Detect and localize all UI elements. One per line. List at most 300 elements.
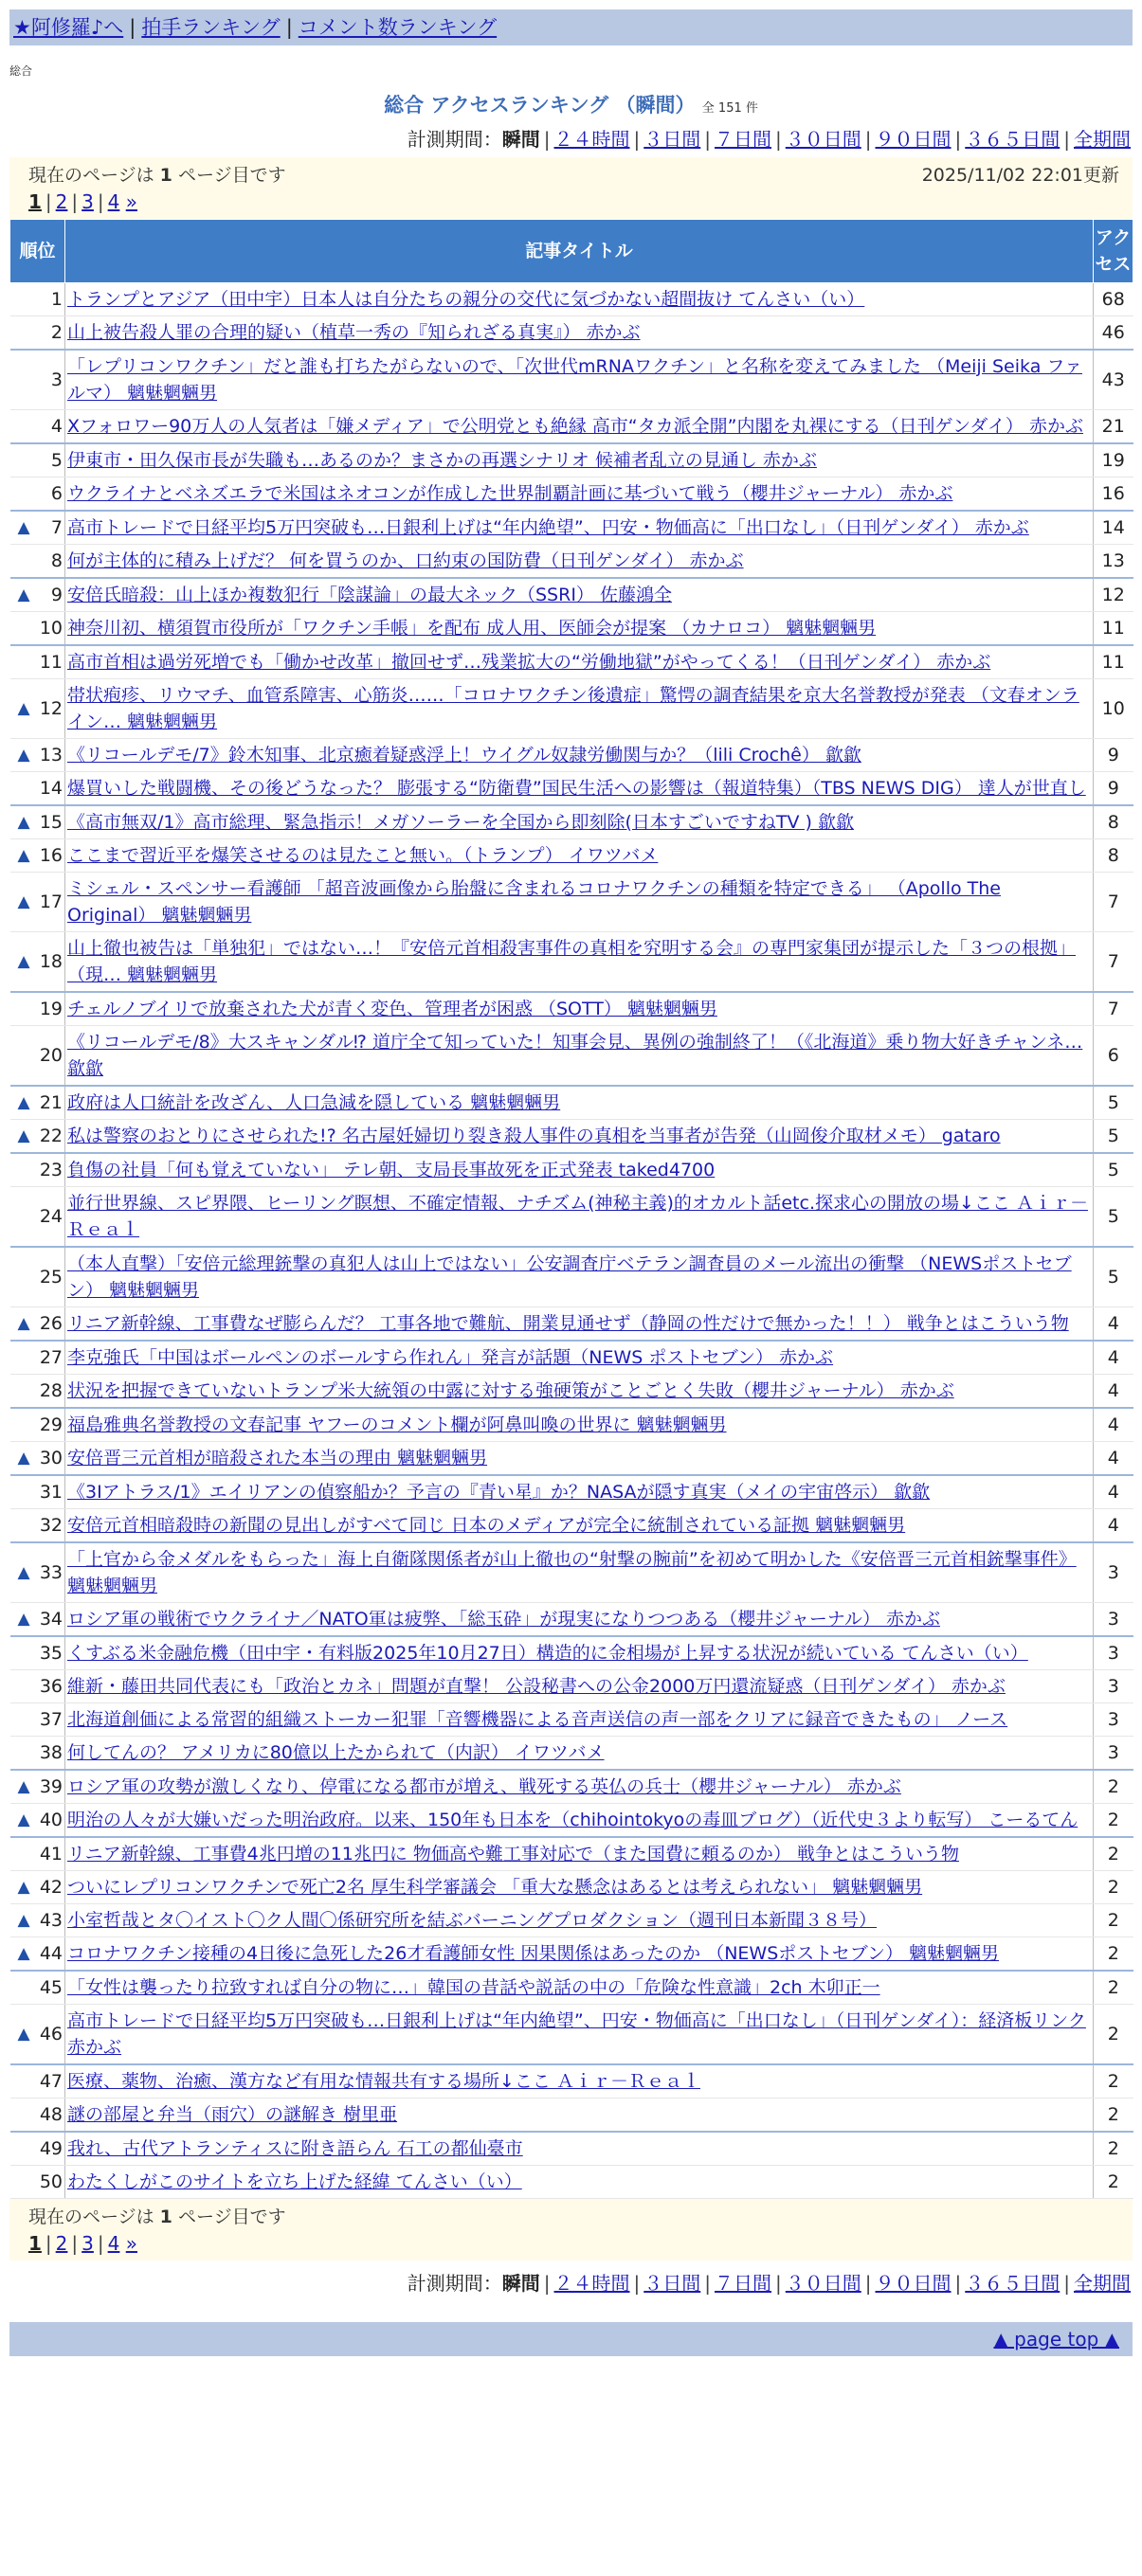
rank-number: 33	[39, 1562, 63, 1583]
table-row	[10, 992, 1133, 1026]
rank-number: 36	[39, 1676, 63, 1697]
period-separator: |	[633, 2272, 641, 2295]
access-count: 14	[1094, 511, 1133, 545]
rank-number: 50	[39, 2171, 63, 2192]
rank-up-icon: ▲	[17, 952, 30, 971]
table-row	[10, 1636, 1133, 1670]
period-link[interactable]: ９０日間	[875, 2272, 952, 2295]
article-link[interactable]: 伊東市・田久保市長が失職も…あるのか？まさかの再選シナリオ 候補者乱立の見通し 赤かぶ	[67, 450, 817, 471]
access-count: 4	[1094, 1307, 1133, 1342]
period-separator: |	[864, 128, 872, 151]
rank-number: 24	[39, 1206, 63, 1227]
rank-cell	[10, 1636, 65, 1670]
rank-cell	[10, 1542, 65, 1603]
table-row	[10, 283, 1133, 316]
period-separator: |	[954, 2272, 962, 2295]
title-cell	[65, 2132, 1094, 2166]
access-count: 3	[1094, 1737, 1133, 1771]
access-count: 7	[1094, 873, 1133, 932]
article-link[interactable]: 安倍晋三元首相が暗殺された本当の理由 魑魅魍魎男	[67, 1448, 488, 1468]
rank-cell	[10, 1937, 65, 1972]
article-link[interactable]: 政府は人口統計を改ざん、人口急減を隠している 魑魅魍魎男	[67, 1092, 561, 1113]
rank-cell	[10, 1670, 65, 1703]
article-link[interactable]: 《リコールデモ/8》大スキャンダル⁉ 道庁全て知っていた！知事会見、異例の強制終了！（《北海道》乗り物大好きチャンネ… 歙歙	[67, 1032, 1083, 1079]
table-row	[10, 1737, 1133, 1771]
pager-page-link[interactable]: 2	[55, 190, 68, 213]
pager-status-row	[28, 161, 1119, 187]
updated-timestamp: 2025/11/02 22:01更新	[921, 165, 1119, 186]
article-link[interactable]: 医療、薬物、治癒、漢方など有用な情報共有する場所↓ここ Ａｉｒ－Ｒｅａｌ	[67, 2071, 700, 2092]
pager-page-link[interactable]: 3	[82, 2232, 94, 2255]
table-row	[10, 1542, 1133, 1603]
rank-cell	[10, 1187, 65, 1248]
article-link[interactable]: 高市トレードで日経平均5万円突破も…日銀利上げは“年内絶望”、円安・物価高に「出口なし」（日刊ゲンダイ） 赤かぶ	[67, 517, 1029, 538]
rank-number: 12	[39, 698, 63, 719]
period-separator: |	[543, 128, 551, 151]
rank-number: 46	[39, 2024, 63, 2045]
period-separator: |	[633, 128, 641, 151]
table-row	[10, 1307, 1133, 1342]
article-link[interactable]: 爆買いした戦闘機、その後どうなった？ 膨張する“防衛費”国民生活への影響は（報道特集）（TBS NEWS DIG） 達人が世直し	[67, 778, 1086, 799]
access-count: 2	[1094, 2099, 1133, 2133]
access-count: 3	[1094, 1636, 1133, 1670]
title-cell	[65, 1026, 1094, 1087]
article-link[interactable]: 並行世界線、スピ界隈、ヒーリング瞑想、不確定情報、ナチズム(神秘主義)的オカルト話etc.探求心の開放の場↓ここ Ａｉｒ－Ｒｅａｌ	[67, 1193, 1088, 1240]
rank-cell	[10, 511, 65, 545]
title-cell	[65, 2005, 1094, 2065]
title-cell	[65, 2099, 1094, 2133]
table-row	[10, 1971, 1133, 2005]
title-cell	[65, 2064, 1094, 2099]
table-row	[10, 679, 1133, 739]
access-count: 7	[1094, 932, 1133, 993]
access-count: 13	[1094, 545, 1133, 579]
table-row	[10, 477, 1133, 512]
rank-number: 11	[39, 652, 63, 673]
pager-page-link[interactable]: 4	[107, 2232, 120, 2255]
article-link[interactable]: 高市トレードで日経平均5万円突破も…日銀利上げは“年内絶望”、円安・物価高に「出口なし」（日刊ゲンダイ）：経済板リンク 赤かぶ	[67, 2010, 1086, 2058]
access-count: 11	[1094, 612, 1133, 646]
table-row	[10, 612, 1133, 646]
table-row	[10, 350, 1133, 410]
rank-cell	[10, 873, 65, 932]
table-row	[10, 1904, 1133, 1937]
access-count: 4	[1094, 1509, 1133, 1543]
pager-prefix: 現在のページは	[28, 165, 154, 186]
article-link[interactable]: 何してんの？ アメリカに80億以上たかられて（内訳） イワツバメ	[67, 1742, 605, 1763]
article-link[interactable]: 「レプリコンワクチン」だと誰も打ちたがらないので、「次世代mRNAワクチン」と名称を変えてみました （Meiji Seika ファルマ） 魑魅魍魎男	[67, 356, 1083, 404]
article-link[interactable]: 《3Iアトラス/1》エイリアンの偵察船か？予言の『青い星』か？NASAが隠す真実（メイの宇宙啓示） 歙歙	[67, 1482, 931, 1503]
rank-cell	[10, 1871, 65, 1904]
access-count: 2	[1094, 1971, 1133, 2005]
period-link[interactable]: ３日間	[644, 2272, 701, 2295]
rank-cell	[10, 1904, 65, 1937]
period-current: 瞬間	[501, 2272, 540, 2295]
title-cell	[65, 283, 1094, 316]
rank-number: 8	[50, 550, 63, 571]
pager-page-link[interactable]: 2	[55, 2232, 68, 2255]
pager-page-link[interactable]: 3	[82, 190, 94, 213]
access-count: 46	[1094, 316, 1133, 351]
article-link[interactable]: 「女性は襲ったり拉致すれば自分の物に…」韓国の昔話や説話の中の「危険な性意識」2ch 木卯正一	[67, 1977, 880, 1998]
article-link[interactable]: 山上被告殺人罪の合理的疑い（植草一秀の『知られざる真実』） 赤かぶ	[67, 322, 641, 343]
period-link[interactable]: ３０日間	[785, 2272, 861, 2295]
table-row	[10, 2005, 1133, 2065]
comment-ranking-link[interactable]: コメント数ランキング	[298, 16, 498, 39]
article-link[interactable]: コロナワクチン接種の4日後に急死した26才看護師女性 因果関係はあったのか （NEWSポストセブン） 魑魅魍魎男	[67, 1943, 999, 1964]
article-link[interactable]: 我れ、古代アトランティスに附き語らん 石工の都仙臺市	[67, 2138, 523, 2159]
period-selector-bottom	[0, 2268, 1131, 2296]
access-count: 21	[1094, 410, 1133, 444]
access-count: 6	[1094, 1026, 1133, 1087]
period-separator: |	[1063, 2272, 1070, 2295]
rank-cell	[10, 1247, 65, 1307]
access-count: 8	[1094, 839, 1133, 873]
table-row	[10, 1770, 1133, 1804]
rank-cell	[10, 1703, 65, 1737]
article-link[interactable]: チェルノブイリで放棄された犬が青く変色、管理者が困惑 （SOTT） 魑魅魍魎男	[67, 999, 717, 1019]
rank-cell	[10, 350, 65, 410]
article-link[interactable]: ロシア軍の戦術でウクライナ／NATO軍は疲弊、「総玉砕」が現実になりつつある（櫻井ジャーナル） 赤かぶ	[67, 1609, 940, 1630]
title-cell	[65, 612, 1094, 646]
rank-number: 49	[39, 2138, 63, 2159]
title-cell	[65, 1737, 1094, 1771]
article-link[interactable]: 安倍元首相暗殺時の新聞の見出しがすべて同じ 日本のメディアが完全に統制されている証拠 魑魅魍魎男	[67, 1515, 906, 1536]
rank-number: 42	[39, 1877, 63, 1898]
article-link[interactable]: 何が主体的に積み上げだ？ 何を買うのか、口約束の国防費（日刊ゲンダイ） 赤かぶ	[67, 550, 744, 571]
rank-cell	[10, 839, 65, 873]
rank-number: 26	[39, 1313, 63, 1334]
pager-current-page: 1	[28, 2232, 42, 2255]
table-row	[10, 1086, 1133, 1120]
rank-number: 37	[39, 1709, 63, 1730]
rank-cell	[10, 1770, 65, 1804]
category-label: 総合	[9, 64, 33, 78]
period-link[interactable]: ７日間	[715, 2272, 771, 2295]
access-count: 2	[1094, 2005, 1133, 2065]
rank-cell	[10, 316, 65, 351]
rank-number: 5	[50, 450, 63, 471]
article-link[interactable]: ミシェル・スペンサー看護師 「超音波画像から胎盤に含まれるコロナワクチンの種類を特定できる」 （Apollo The Original） 魑魅魍魎男	[67, 878, 1001, 926]
nav-separator: |	[129, 16, 136, 39]
rank-up-icon: ▲	[17, 1878, 30, 1897]
rank-cell	[10, 772, 65, 806]
period-separator: |	[954, 128, 962, 151]
article-link[interactable]: ロシア軍の攻勢が激しくなり、停電になる都市が増え、戦死する英仏の兵士（櫻井ジャーナル） 赤かぶ	[67, 1776, 901, 1797]
access-count: 11	[1094, 645, 1133, 679]
rank-number: 48	[39, 2104, 63, 2125]
access-count: 43	[1094, 350, 1133, 410]
access-count: 3	[1094, 1703, 1133, 1737]
rank-cell	[10, 1120, 65, 1154]
article-link[interactable]: （本人直撃）「安倍元総理銃撃の真犯人は山上ではない」公安調査庁ベテラン調査員のメール流出の衝撃 （NEWSポストセブン） 魑魅魍魎男	[67, 1253, 1072, 1301]
access-count: 5	[1094, 1120, 1133, 1154]
access-count: 2	[1094, 1837, 1133, 1871]
page-title	[0, 90, 1142, 118]
table-row	[10, 932, 1133, 993]
access-count: 2	[1094, 2064, 1133, 2099]
rank-cell	[10, 2166, 65, 2199]
access-count: 19	[1094, 443, 1133, 477]
title-cell	[65, 1837, 1094, 1871]
rank-number: 32	[39, 1515, 63, 1536]
period-selector-top	[0, 124, 1131, 152]
article-link[interactable]: わたくしがこのサイトを立ち上げた経緯 てんさい（い）	[67, 2171, 522, 2192]
period-link[interactable]: ２４時間	[553, 128, 630, 151]
rank-number: 22	[39, 1126, 63, 1146]
period-link[interactable]: 全期間	[1074, 2272, 1131, 2295]
rank-number: 10	[39, 618, 63, 639]
title-cell	[65, 873, 1094, 932]
rank-up-icon: ▲	[17, 1126, 30, 1145]
rank-cell	[10, 578, 65, 612]
rank-cell	[10, 1341, 65, 1375]
article-link[interactable]: リニア新幹線、工事費4兆円増の11兆円に 物価高や難工事対応で（また国費に頼るのか） 戦争とはこういう物	[67, 1844, 959, 1864]
table-row	[10, 2064, 1133, 2099]
rank-number: 28	[39, 1380, 63, 1401]
table-row	[10, 1937, 1133, 1972]
rank-number: 1	[50, 289, 63, 310]
article-link[interactable]: トランプとアジア（田中宇）日本人は自分たちの親分の交代に気づかない超間抜け てんさい（い）	[67, 289, 865, 310]
article-link[interactable]: 李克強氏「中国はボールペンのボールすら作れん」発言が話題（NEWS ポストセブン） 赤かぶ	[67, 1347, 834, 1368]
pager-page-link[interactable]: 4	[107, 190, 120, 213]
article-link[interactable]: ウクライナとベネズエラで米国はネオコンが作成した世界制覇計画に基づいて戦う（櫻井ジャーナル） 赤かぶ	[67, 483, 953, 504]
pager-links	[28, 2232, 1119, 2255]
access-count: 4	[1094, 1475, 1133, 1509]
title-cell	[65, 350, 1094, 410]
table-row	[10, 1375, 1133, 1409]
article-link[interactable]: 負傷の社員「何も覚えていない」 テレ朝、支局長事故死を正式発表 taked4700	[67, 1160, 716, 1180]
rank-cell	[10, 992, 65, 1026]
rank-number: 29	[39, 1414, 63, 1435]
article-link[interactable]: 明治の人々が大嫌いだった明治政府。以来、150年も日本を（chihointokyoの毒皿ブログ）（近代史３より転写） こーるてん	[67, 1810, 1079, 1830]
rank-number: 2	[50, 322, 63, 343]
article-link[interactable]: 高市首相は過労死増でも「働かせ改革」撤回せず…残業拡大の“労働地獄”がやってくる！（日刊ゲンダイ） 赤かぶ	[67, 652, 991, 673]
title-cell	[65, 1442, 1094, 1476]
access-count: 4	[1094, 1442, 1133, 1476]
rank-number: 44	[39, 1943, 63, 1964]
pager-next-link[interactable]: »	[125, 2232, 137, 2255]
table-row	[10, 1247, 1133, 1307]
period-link[interactable]: ３６５日間	[965, 2272, 1060, 2295]
rank-cell	[10, 612, 65, 646]
rank-number: 6	[50, 483, 63, 504]
table-row	[10, 873, 1133, 932]
title-cell	[65, 2166, 1094, 2199]
article-link[interactable]: くすぶる米金融危機（田中宇・有料版2025年10月27日）構造的に金相場が上昇する状況が続いている てんさい（い）	[67, 1643, 1028, 1664]
title-cell	[65, 839, 1094, 873]
article-link[interactable]: 「上官から金メダルをもらった」海上自衛隊関係者が山上徹也の“射撃の腕前”を初めて明かした《安倍晋三元首相銃撃事件》 魑魅魍魎男	[67, 1549, 1077, 1596]
access-count: 3	[1094, 1603, 1133, 1637]
access-count: 2	[1094, 1937, 1133, 1972]
period-current: 瞬間	[501, 128, 540, 151]
period-separator: |	[704, 2272, 711, 2295]
page-top-link[interactable]: ▲ page top ▲	[993, 2328, 1119, 2351]
rank-cell	[10, 1837, 65, 1871]
access-count: 10	[1094, 679, 1133, 739]
period-separator: |	[543, 2272, 551, 2295]
rank-up-icon: ▲	[17, 518, 30, 537]
table-row	[10, 443, 1133, 477]
rank-number: 43	[39, 1910, 63, 1931]
rank-up-icon: ▲	[17, 1810, 30, 1829]
rank-up-icon: ▲	[17, 2025, 30, 2044]
rank-up-icon: ▲	[17, 846, 30, 865]
title-cell	[65, 932, 1094, 993]
table-row	[10, 1804, 1133, 1838]
article-link[interactable]: 《高市無双/1》高市総理、緊急指示！メガソーラーを全国から即刻除(日本すごいですねTV ) 歙歙	[67, 812, 854, 833]
applause-ranking-link[interactable]: 拍手ランキング	[141, 16, 281, 39]
title-cell	[65, 1086, 1094, 1120]
article-link[interactable]: 維新・藤田共同代表にも「政治とカネ」問題が直撃！ 公設秘書への公金2000万円還流疑惑（日刊ゲンダイ） 赤かぶ	[67, 1676, 1006, 1697]
access-count: 5	[1094, 1247, 1133, 1307]
access-count: 4	[1094, 1341, 1133, 1375]
rank-up-icon: ▲	[17, 1944, 30, 1963]
title-cell	[65, 1408, 1094, 1442]
title-cell	[65, 1475, 1094, 1509]
pager-next-link[interactable]: »	[125, 190, 137, 213]
article-link[interactable]: 福島雅典名誉教授の文春記事 ヤフーのコメント欄が阿鼻叫喚の世界に 魑魅魍魎男	[67, 1414, 727, 1435]
title-cell	[65, 578, 1094, 612]
article-link[interactable]: 私は警察のおとりにさせられた!? 名古屋妊婦切り裂き殺人事件の真相を当事者が告発（山岡俊介取材メモ） gataro	[67, 1126, 1001, 1146]
title-cell	[65, 1770, 1094, 1804]
period-link[interactable]: ３日間	[644, 128, 701, 151]
article-link[interactable]: 神奈川初、横須賀市役所が「ワクチン手帳」を配布 成人用、医師会が提案 （カナロコ） 魑魅魍魎男	[67, 618, 877, 639]
period-link[interactable]: ３６５日間	[965, 128, 1060, 151]
rank-cell	[10, 1475, 65, 1509]
period-separator: |	[775, 2272, 782, 2295]
access-count: 8	[1094, 805, 1133, 839]
title-cell	[65, 679, 1094, 739]
rank-cell	[10, 645, 65, 679]
table-row	[10, 1509, 1133, 1543]
article-link[interactable]: 山上徹也被告は「単独犯」ではない…！『安倍元首相殺害事件の真相を究明する会』の専門家集団が提示した「３つの根拠」 （現… 魑魅魍魎男	[67, 938, 1077, 985]
access-count: 2	[1094, 2132, 1133, 2166]
rank-number: 15	[39, 812, 63, 833]
table-row	[10, 1871, 1133, 1904]
rank-number: 47	[39, 2071, 63, 2092]
rank-number: 13	[39, 745, 63, 766]
table-row	[10, 772, 1133, 806]
article-link[interactable]: 謎の部屋と弁当（雨穴）の謎解き 樹里亜	[67, 2104, 398, 2125]
home-link[interactable]: ★阿修羅♪へ	[13, 16, 124, 39]
access-count: 2	[1094, 1904, 1133, 1937]
period-label: 計測期間：	[407, 128, 502, 151]
title-cell	[65, 1153, 1094, 1187]
access-count: 4	[1094, 1408, 1133, 1442]
rank-number: 31	[39, 1482, 63, 1503]
title-cell	[65, 645, 1094, 679]
rank-cell	[10, 1153, 65, 1187]
pager-links	[28, 190, 1119, 213]
pager-prefix: 現在のページは	[28, 2207, 154, 2227]
pager-separator: |	[97, 2232, 104, 2255]
rank-cell	[10, 2099, 65, 2133]
rank-up-icon: ▲	[17, 892, 30, 911]
period-separator: |	[775, 128, 782, 151]
access-count: 68	[1094, 283, 1133, 316]
table-header-row	[10, 220, 1133, 283]
count-header: アクセス	[1094, 220, 1133, 283]
pager-top	[9, 157, 1133, 219]
rank-number: 20	[39, 1045, 63, 1066]
rank-cell	[10, 1804, 65, 1838]
access-count: 3	[1094, 1670, 1133, 1703]
rank-number: 41	[39, 1844, 63, 1864]
title-cell	[65, 1937, 1094, 1972]
period-link[interactable]: ７日間	[715, 128, 771, 151]
rank-up-icon: ▲	[17, 813, 30, 832]
article-link[interactable]: リニア新幹線、工事費なぜ膨らんだ？ 工事各地で難航、開業見通せず（静岡の性だけで無かった！！） 戦争とはこういう物	[67, 1313, 1069, 1334]
period-separator: |	[1063, 128, 1070, 151]
table-row	[10, 1442, 1133, 1476]
access-count: 5	[1094, 1086, 1133, 1120]
table-row	[10, 1475, 1133, 1509]
table-row	[10, 805, 1133, 839]
table-row	[10, 511, 1133, 545]
title-cell	[65, 1247, 1094, 1307]
pager-separator: |	[45, 2232, 52, 2255]
pager-current-number: 1	[159, 165, 172, 186]
rank-up-icon: ▲	[17, 1563, 30, 1582]
access-count: 16	[1094, 477, 1133, 512]
table-row	[10, 1341, 1133, 1375]
title-cell	[65, 1375, 1094, 1409]
period-link[interactable]: ２４時間	[553, 2272, 630, 2295]
access-count: 2	[1094, 1804, 1133, 1838]
rank-up-icon: ▲	[17, 1093, 30, 1112]
table-row	[10, 578, 1133, 612]
pager-current-page: 1	[28, 190, 42, 213]
article-link[interactable]: ここまで習近平を爆笑させるのは見たこと無い。（トランプ） イワツバメ	[67, 845, 659, 866]
rank-number: 35	[39, 1643, 63, 1664]
article-link[interactable]: Xフォロワー90万人の人気者は「嫌メディア」で公明党とも絶縁 高市“タカ派全開”内閣を丸裸にする（日刊ゲンダイ） 赤かぶ	[67, 416, 1083, 437]
rank-cell	[10, 932, 65, 993]
pager-separator: |	[45, 190, 52, 213]
article-link[interactable]: 《リコールデモ/7》鈴木知事、北京癒着疑惑浮上！ウイグル奴隷労働関与か？（lili Crochê） 歙歙	[67, 745, 861, 766]
article-link[interactable]: 状況を把握できていないトランプ米大統領の中露に対する強硬策がことごとく失敗（櫻井ジャーナル） 赤かぶ	[67, 1380, 954, 1401]
period-link[interactable]: ９０日間	[875, 128, 952, 151]
pager-current-number: 1	[159, 2207, 172, 2227]
pager-status	[28, 161, 286, 187]
article-link[interactable]: 小室哲哉とタ〇イスト〇ク人間〇係研究所を結ぶバーニングプロダクション（週刊日本新聞３８号）	[67, 1910, 878, 1931]
rank-cell	[10, 2064, 65, 2099]
period-link[interactable]: 全期間	[1074, 128, 1131, 151]
article-link[interactable]: 安倍氏暗殺：山上ほか複数犯行「陰謀論」の最大ネック（SSRI） 佐藤鴻全	[67, 585, 672, 605]
article-link[interactable]: 北海道創価による常習的組織ストーカー犯罪「音響機器による音声送信の声一部をクリアに録音できたもの」 ノース	[67, 1709, 1008, 1730]
rank-cell	[10, 410, 65, 444]
rank-up-icon: ▲	[17, 1777, 30, 1796]
access-count: 4	[1094, 1375, 1133, 1409]
period-separator: |	[864, 2272, 872, 2295]
table-row	[10, 1703, 1133, 1737]
access-count: 5	[1094, 1187, 1133, 1248]
rank-up-icon: ▲	[17, 1610, 30, 1629]
period-link[interactable]: ３０日間	[785, 128, 861, 151]
rank-up-icon: ▲	[17, 699, 30, 718]
article-link[interactable]: 帯状疱疹、リウマチ、血管系障害、心筋炎……「コロナワクチン後遺症」驚愕の調査結果を京大名誉教授が発表 （文春オンライン… 魑魅魍魎男	[67, 685, 1079, 732]
title-cell	[65, 410, 1094, 444]
title-cell	[65, 1341, 1094, 1375]
title-cell	[65, 739, 1094, 772]
table-row	[10, 316, 1133, 351]
rank-number: 18	[39, 951, 63, 972]
title-header: 記事タイトル	[65, 220, 1094, 283]
article-link[interactable]: ついにレプリコンワクチンで死亡2名 厚生科学審議会 「重大な懸念はあるとは考えられない」 魑魅魍魎男	[67, 1877, 923, 1898]
title-cell	[65, 1603, 1094, 1637]
title-cell	[65, 1971, 1094, 2005]
title-cell	[65, 1187, 1094, 1248]
